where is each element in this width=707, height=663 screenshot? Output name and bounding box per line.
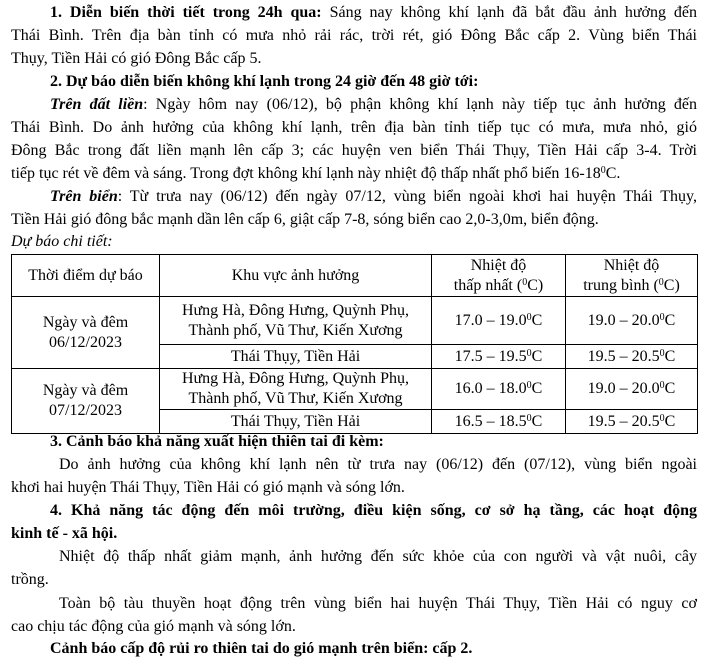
sec1-line-2: Thái Bình. Trên địa bàn tỉnh có mưa nhỏ rải rác, trời rét, gió Đông Bắc cấp 2. Vùng biển Thái [11, 27, 697, 44]
land-line-2: Thái Bình. Do ảnh hưởng của không khí lạnh, trên địa bàn tỉnh tiếp tục có mưa, mưa nhỏ, gió [11, 119, 697, 136]
avg-temp-cell [566, 345, 698, 369]
avg-temp: 19.0 – 20.0 [587, 311, 660, 329]
unit: C [664, 347, 676, 365]
risk-warning-text: Cảnh báo cấp độ rủi ro thiên tai do gió mạnh trên biển: cấp 2. [50, 640, 473, 657]
sec4-heading-line-2 [11, 523, 697, 545]
sec1-text-1: Sáng nay không khí lạnh đã bắt đầu ảnh hưởng đến [329, 4, 698, 21]
sec4-p1-line-2: trồng. [11, 571, 49, 588]
detail-label [11, 231, 697, 253]
min-temp-cell [432, 410, 566, 434]
sec1-line-3: Thụy, Tiền Hải có gió Đông Bắc cấp 5. [11, 50, 262, 67]
degree-mark: 0 [600, 165, 606, 176]
sec3-heading [11, 431, 707, 453]
degree-mark: 0 [659, 380, 665, 391]
degree-mark: 0 [658, 276, 664, 288]
risk-warning [11, 638, 707, 660]
sec3-line-1: Do ảnh hưởng của không khí lạnh nên từ trưa nay (06/12) đến (07/12), vùng biển ngoài [59, 456, 697, 473]
land-line-1 [11, 94, 697, 116]
unit: C [531, 412, 543, 430]
degree-mark: 0 [659, 347, 665, 359]
avg-temp-cell [566, 297, 698, 345]
header-min-l2: thấp nhất ( [453, 276, 523, 294]
sec4-p2-line-1: Toàn bộ tàu thuyền hoạt động trên vùng biển hai huyện Thái Thụy, Tiền Hải có nguy cơ [59, 595, 697, 612]
date-l1: Ngày và đêm [42, 313, 129, 331]
land-text-4: tiếp tục rét về đêm và sáng. Trong đợt không khí lạnh này nhiệt độ thấp nhất phổ biến 16-18 [11, 165, 601, 182]
avg-temp: 19.5 – 20.5 [587, 412, 660, 430]
area-l2: Thành phố, Vũ Thư, Kiến Xương [188, 390, 403, 407]
sec1-line-1 [11, 2, 697, 24]
header-avg-l1: Nhiệt độ [603, 256, 660, 274]
unit: C [664, 380, 676, 397]
table-row [12, 369, 698, 410]
sec2-heading-text: 2. Dự báo diễn biến không khí lạnh trong 24 giờ đến 48 giờ tới: [50, 73, 479, 90]
unit: C [664, 412, 676, 430]
min-temp-cell [432, 297, 566, 345]
degree-mark: 0 [659, 311, 665, 323]
sea-text-1: : Từ trưa nay (06/12) đến ngày 07/12, vùng biển ngoài khơi hai huyện Thái Thụy, [117, 188, 697, 205]
header-avg-l2: trung bình ( [583, 276, 659, 294]
table-header-row [12, 255, 698, 297]
min-temp-cell [432, 345, 566, 369]
min-temp: 16.5 – 18.5 [454, 412, 527, 430]
min-temp: 17.5 – 19.5 [454, 347, 527, 365]
detail-label-text: Dự báo chi tiết: [11, 233, 113, 250]
area-cell: Thái Thụy, Tiền Hải [160, 410, 432, 434]
sec3-line-2: khơi hai huyện Thái Thụy, Tiền Hải có gió mạnh và sóng lớn. [11, 479, 405, 496]
header-avg-unit: C) [663, 276, 680, 294]
area-l1: Hưng Hà, Đông Hưng, Quỳnh Phụ, [181, 370, 410, 387]
avg-temp: 19.5 – 20.5 [587, 347, 660, 365]
date-l1: Ngày và đêm [42, 382, 129, 399]
unit: C [531, 380, 543, 397]
sec2-heading [11, 71, 707, 93]
degree-mark: 0 [526, 347, 532, 359]
min-temp: 16.0 – 18.0 [454, 380, 527, 397]
area-cell [160, 297, 432, 345]
avg-temp-cell [566, 369, 698, 410]
land-label: Trên đất liền [50, 96, 144, 113]
sec4-heading-text-2: kinh tế - xã hội. [11, 525, 118, 542]
sec4-heading-text-1: 4. Khả năng tác động đến môi trường, điều kiện sống, cơ sở hạ tầng, các hoạt động [50, 502, 697, 519]
header-area: Khu vực ảnh hưởng [160, 255, 432, 297]
avg-temp: 19.0 – 20.0 [587, 380, 660, 397]
date-l2: 06/12/2023 [49, 333, 122, 351]
area-cell [160, 369, 432, 410]
degree-mark: 0 [522, 276, 528, 288]
area-l1: Hưng Hà, Đông Hưng, Quỳnh Phụ, [181, 301, 410, 319]
sea-line-1 [11, 186, 697, 208]
header-min-l1: Nhiệt độ [470, 256, 527, 274]
area-cell: Thái Thụy, Tiền Hải [160, 345, 432, 369]
forecast-table [11, 254, 698, 434]
sec3-heading-text: 3. Cảnh báo khả năng xuất hiện thiên tai đi kèm: [50, 433, 384, 450]
land-line-3: Đông Bắc trong đất liền mạnh lên cấp 3; các huyện ven biển Thái Thụy, Tiền Hải cấp 3-4. Trời [11, 142, 697, 159]
land-line-4 [11, 163, 697, 185]
sea-line-2: Tiền Hải gió đông bắc mạnh dần lên cấp 6, giật cấp 7-8, sóng biển cao 2,0-3,0m, biển động. [11, 211, 599, 228]
date-cell [12, 369, 160, 434]
land-text-4-unit: C. [605, 165, 621, 182]
sea-label: Trên biển [50, 188, 118, 205]
header-min-temp [432, 255, 566, 297]
sec4-p1-line-1: Nhiệt độ thấp nhất giảm mạnh, ảnh hưởng đến sức khỏe của con người và vật nuôi, cây [59, 548, 697, 565]
unit: C [531, 347, 543, 365]
header-min-unit: C) [527, 276, 544, 294]
sec4-p2-line-2: cao chịu tác động của gió mạnh và sóng lớn. [11, 618, 296, 635]
degree-mark: 0 [526, 412, 532, 424]
degree-mark: 0 [526, 311, 532, 323]
date-l2: 07/12/2023 [49, 402, 122, 419]
sec4-heading-line-1 [11, 500, 697, 522]
min-temp-cell [432, 369, 566, 410]
unit: C [664, 311, 676, 329]
area-l2: Thành phố, Vũ Thư, Kiến Xương [188, 321, 403, 339]
date-cell [12, 297, 160, 369]
unit: C [531, 311, 543, 329]
avg-temp-cell [566, 410, 698, 434]
degree-mark: 0 [659, 412, 665, 424]
land-text-1: : Ngày hôm nay (06/12), bộ phận không khí lạnh này tiếp tục ảnh hưởng đến [143, 96, 697, 113]
header-time: Thời điểm dự báo [12, 255, 160, 297]
min-temp: 17.0 – 19.0 [454, 311, 527, 329]
sec1-heading: 1. Diễn biến thời tiết trong 24h qua: [50, 4, 322, 21]
header-avg-temp [566, 255, 698, 297]
degree-mark: 0 [526, 380, 532, 391]
table-row [12, 297, 698, 345]
